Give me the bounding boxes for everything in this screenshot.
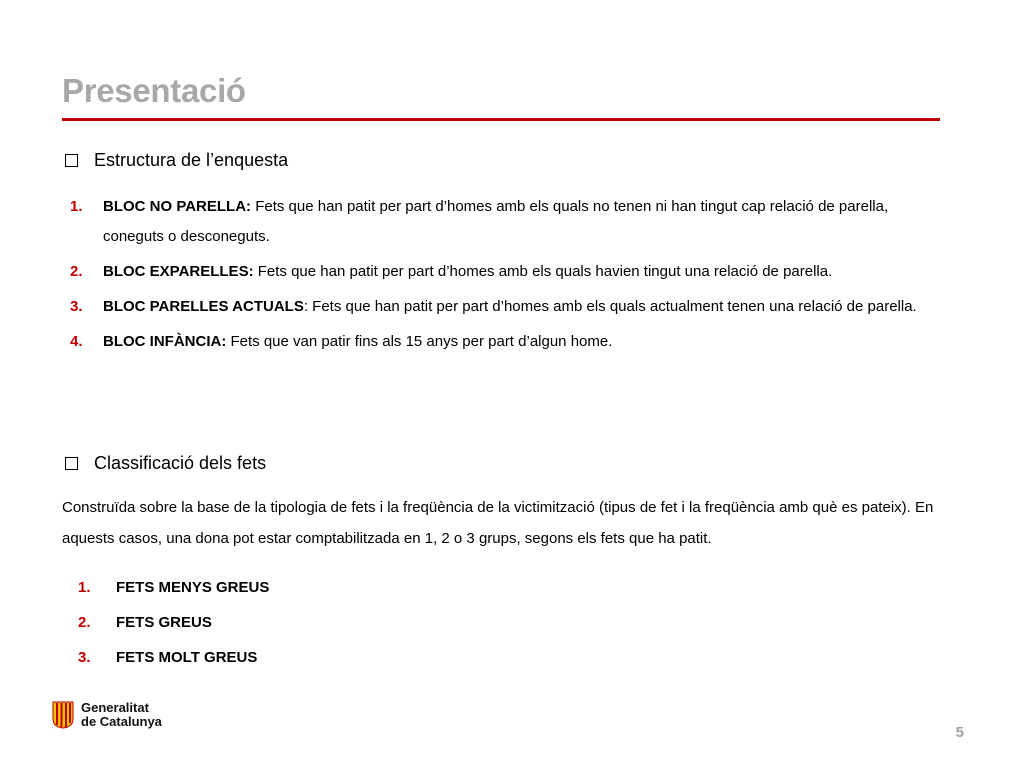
list-item <box>78 605 269 640</box>
fets-list <box>78 570 269 675</box>
list-number: 4. <box>70 333 83 350</box>
checkbox-bullet-icon <box>65 457 78 470</box>
list-item-text: : Fets que han patit per part d’homes amb els quals actualment tenen una relació de parella. <box>303 298 917 315</box>
list-number: 2. <box>78 614 91 631</box>
list-item-label: BLOC EXPARELLES: <box>103 263 254 280</box>
list-item-label: FETS GREUS <box>116 614 212 631</box>
bloc-list <box>70 192 930 362</box>
list-item <box>70 327 930 357</box>
logo-text <box>81 701 162 729</box>
list-item <box>78 570 269 605</box>
list-item <box>70 292 930 322</box>
checkbox-bullet-icon <box>65 154 78 167</box>
section-heading-classificacio <box>65 453 266 474</box>
list-number: 3. <box>70 298 83 315</box>
list-item-label: FETS MOLT GREUS <box>116 649 258 666</box>
senyera-icon <box>52 701 74 729</box>
list-item-label: BLOC NO PARELLA: <box>103 198 252 215</box>
list-item-label: FETS MENYS GREUS <box>116 579 270 596</box>
list-item-text: Fets que han patit per part d’homes amb els quals havien tingut una relació de parella. <box>253 263 833 280</box>
logo-line1: Generalitat <box>81 700 149 715</box>
list-item <box>70 257 930 287</box>
list-number: 1. <box>78 579 91 596</box>
section-heading-text: Classificació dels fets <box>94 453 267 473</box>
section-heading-estructura <box>65 150 288 171</box>
list-number: 3. <box>78 649 91 666</box>
list-item-text: Fets que van patir fins als 15 anys per part d’algun home. <box>226 333 613 350</box>
list-item-label: BLOC INFÀNCIA: <box>103 333 227 350</box>
page-number: 5 <box>955 724 964 741</box>
logo-line2: de Catalunya <box>81 714 162 729</box>
list-item <box>70 192 930 252</box>
list-number: 1. <box>70 198 83 215</box>
list-item-text: Fets que han patit per part d’homes amb els quals no tenen ni han tingut cap relació de parella, coneguts o desconeguts. <box>103 198 889 245</box>
list-item-label: BLOC PARELLES ACTUALS <box>103 298 304 315</box>
page-title: Presentació <box>62 72 246 109</box>
section-heading-text: Estructura de l’enquesta <box>94 150 289 170</box>
generalitat-logo <box>52 701 162 729</box>
list-number: 2. <box>70 263 83 280</box>
title-divider <box>62 118 940 121</box>
list-item <box>78 640 269 675</box>
classification-paragraph: Construïda sobre la base de la tipologia de fets i la freqüència de la victimització (tipus de fet i la freqüència amb què es pateix). En aquests casos, una dona pot estar comptabilitzada en 1, 2 o 3 grups, segons els fets que ha patit. <box>62 499 934 547</box>
